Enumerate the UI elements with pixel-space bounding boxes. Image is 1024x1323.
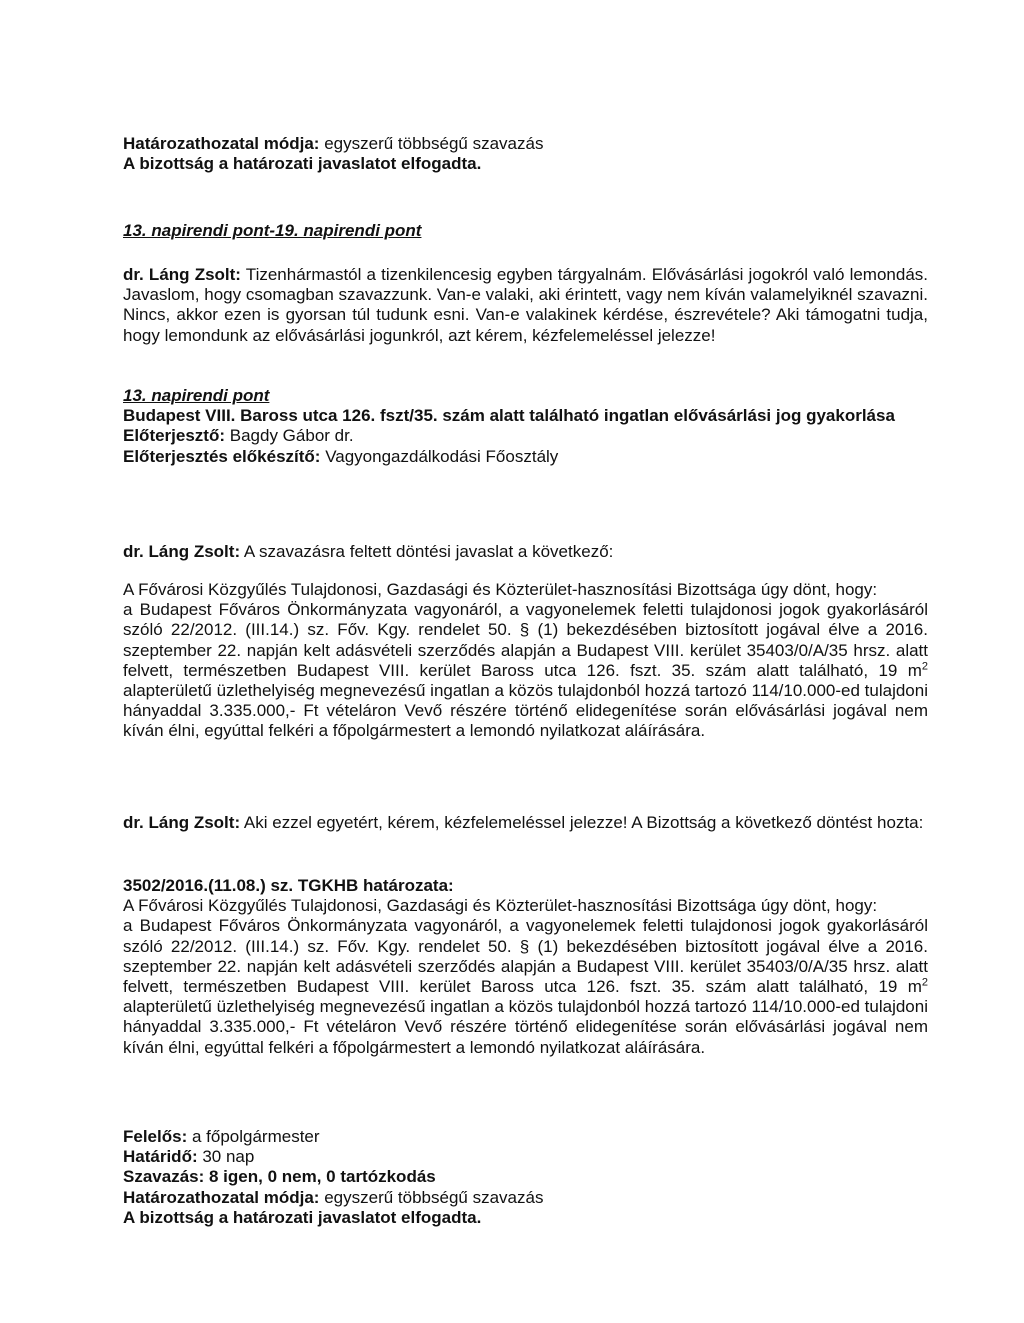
accepted-line: A bizottság a határozati javaslatot elfogadta.: [123, 154, 482, 174]
top-decision-block: [123, 134, 928, 174]
decision-method-line: [123, 134, 928, 154]
preparer-line: Előterjesztés előkészítő: Vagyongazdálkodási Főosztály: [123, 446, 559, 466]
vote-line: Szavazás: 8 igen, 0 nem, 0 tartózkodás: [123, 1167, 436, 1187]
resolution-number: 3502/2016.(11.08.) sz. TGKHB határozata:: [123, 876, 454, 895]
footer-accepted-line: A bizottság a határozati javaslatot elfogadta.: [123, 1207, 482, 1227]
resolution-intro: A Fővárosi Közgyűlés Tulajdonosi, Gazdasági és Közterület-hasznosítási Bizottsága úgy dönt, hogy:: [123, 896, 878, 916]
agenda-item-title: Budapest VIII. Baross utca 126. fszt/35. szám alatt található ingatlan elővásárlási jog gyakorlása: [123, 406, 895, 426]
proposal-intro: A Fővárosi Közgyűlés Tulajdonosi, Gazdasági és Közterület-hasznosítási Bizottsága úgy dönt, hogy:: [123, 580, 878, 599]
resolution-body: a Budapest Főváros Önkormányzata vagyonáról, a vagyonelemek feletti tulajdonosi jogok gyakorlásáról szóló 22/2012. (III.14.) sz. Főv. Kgy. rendelet 50. § (1) bekezdésében biztosított jogával élve a 2016. szeptember 22. napján kelt adásvételi szerződés alapján a Budapest VIII. kerület 35403/0/A/35 hrsz. alatt felvett, természetben Budapest VIII. kerület Baross utca 126. fszt. 35. szám alatt található, 19 $m^2$ alapterületű üzlethelyiség megnevezésű ingatlan a közös tulajdonból hozzá tartozó 114/10.000-ed tulajdoni hányaddal 3.335.000,- Ft vételáron Vevő részére történő elidegenítése során elővásárlási jogával nem kíván élni, egyúttal felkéri a főpolgármestert a lemondó nyilatkozat aláírására.: [123, 916, 928, 1057]
deadline-line: Határidő: 30 nap: [123, 1147, 255, 1167]
proposal-body: a Budapest Főváros Önkormányzata vagyonáról, a vagyonelemek feletti tulajdonosi jogok gyakorlásáról szóló 22/2012. (III.14.) sz. Főv. Kgy. rendelet 50. § (1) bekezdésében biztosított jogával élve a 2016. szeptember 22. napján kelt adásvételi szerződés alapján a Budapest VIII. kerület 35403/0/A/35 hrsz. alatt felvett, természetben Budapest VIII. kerület Baross utca 126. fszt. 35. szám alatt található, 19 $m^2$ alapterületű üzlethelyiség megnevezésű ingatlan a közös tulajdonból hozzá tartozó 114/10.000-ed tulajdoni hányaddal 3.335.000,- Ft vételáron Vevő részére történő elidegenítése során elővásárlási jogával nem kíván élni, egyúttal felkéri a főpolgármestert a lemondó nyilatkozat aláírására.: [123, 600, 928, 741]
agenda-item-13: [123, 386, 928, 467]
resolution-footer: [123, 1127, 928, 1228]
speech-paragraph-3: dr. Láng Zsolt: Aki ezzel egyetért, kérem, kézfelemeléssel jelezze! A Bizottság a következő döntést hozta:: [123, 813, 924, 832]
speech-paragraph-1: [123, 265, 928, 346]
agenda-range-heading: 13. napirendi pont-19. napirendi pont: [123, 221, 422, 240]
speech-paragraph-2: dr. Láng Zsolt: A szavazásra feltett döntési javaslat a következő:: [123, 542, 614, 561]
decision-method-label: Határozathozatal módja:: [123, 134, 320, 153]
presenter-line: Előterjesztő: Bagdy Gábor dr.: [123, 426, 354, 446]
resolution-block: [123, 876, 928, 1058]
speaker-name: dr. Láng Zsolt:: [123, 265, 241, 284]
responsible-line: Felelős: a főpolgármester: [123, 1127, 320, 1146]
agenda-item-heading: 13. napirendi pont: [123, 386, 270, 405]
footer-method-line: Határozathozatal módja: egyszerű többségű szavazás: [123, 1187, 544, 1207]
speech-text: Tizenhármastól a tizenkilencesig egyben tárgyalnám. Elővásárlási jogokról való lemondás. Javaslom, hogy csomagban szavazzunk. Van-e valaki, aki érintett, vagy nem kíván valamelyiknél szavazni. Nincs, akkor ezen is gyorsan túl tudunk esni. Van-e valakinek kérdése, észrevétele? Aki támogatni tudja, hogy lemondunk az elővásárlási jogunkról, azt kérem, kézfelemeléssel jelezze!: [123, 265, 929, 345]
proposal-block: [123, 580, 928, 742]
decision-method-value: egyszerű többségű szavazás: [319, 134, 544, 153]
